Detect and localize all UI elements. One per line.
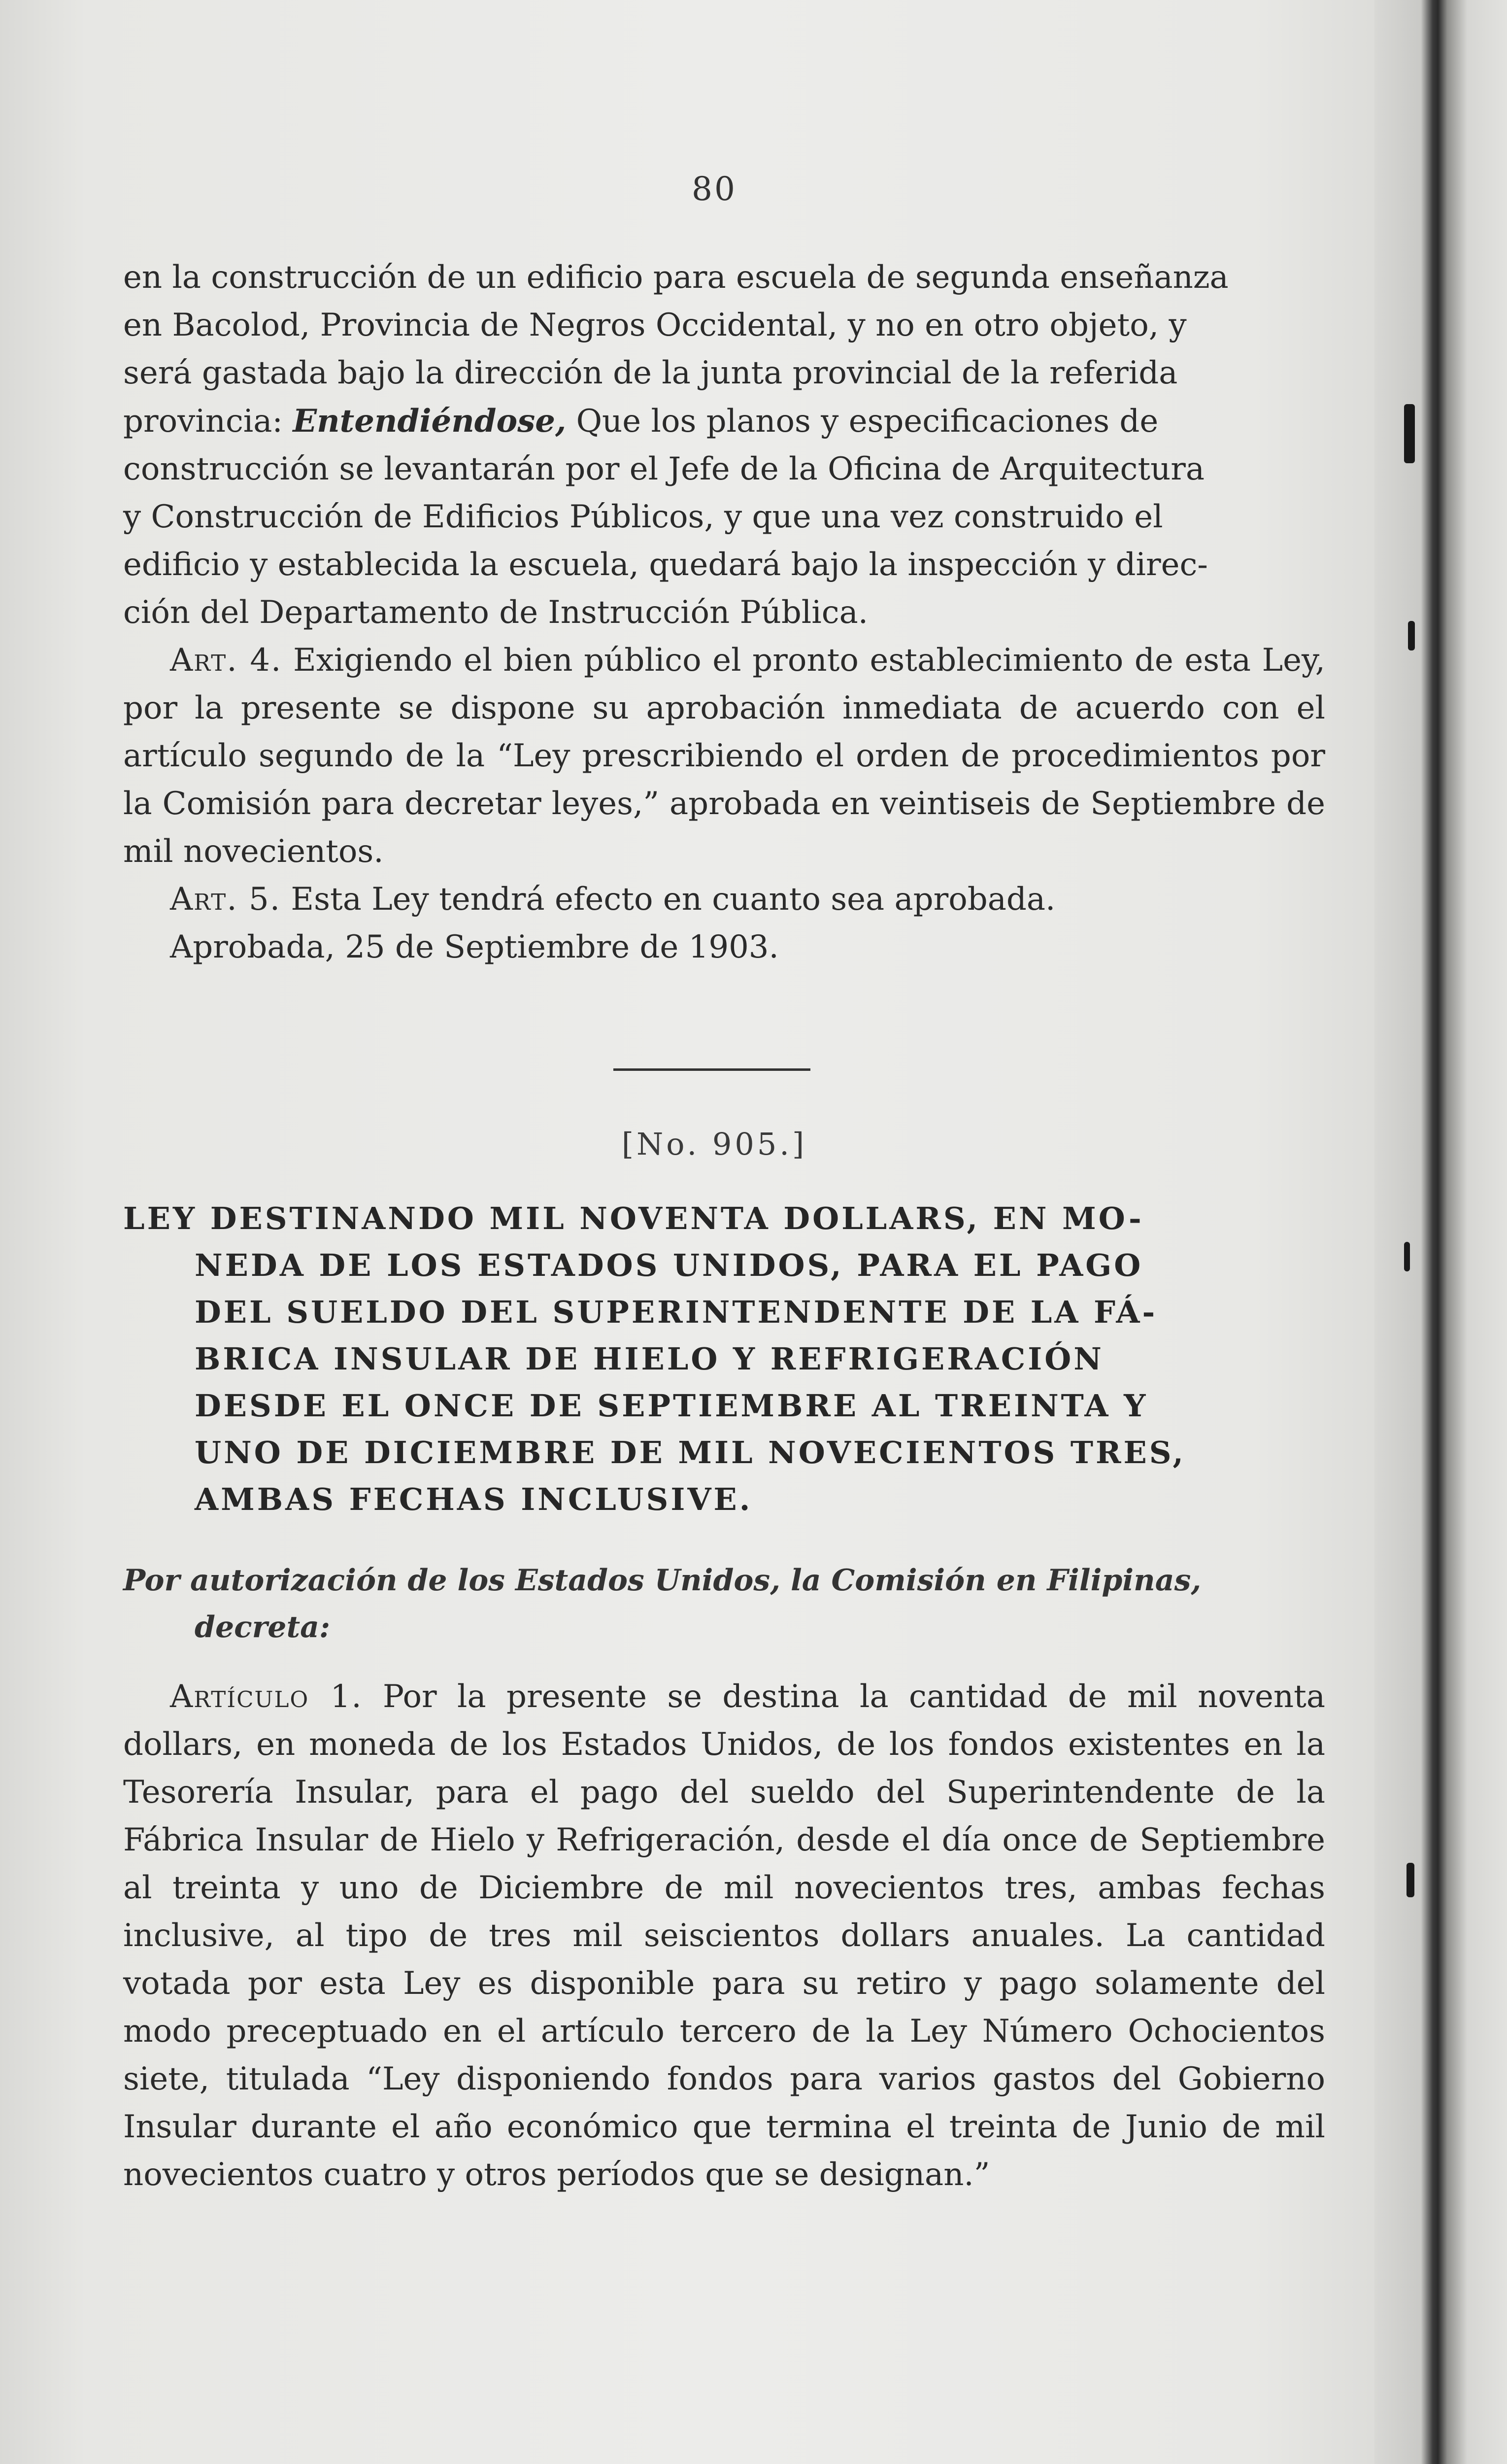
text-run: Que los planos y especificaciones de [566,403,1159,440]
book-spine [1374,0,1507,2464]
text-line: en la construcción de un edificio para escuela de segunda enseñanza [123,259,1229,296]
article-label: Artículo 1. [170,1678,363,1715]
text-line: en Bacolod, Provincia de Negros Occidental, y no en otro objeto, y [123,307,1187,343]
article-text: Exigiendo el bien público el pronto establecimiento de esta Ley, por la presente se dispone su aprobación inmediata de acuerdo con el artículo segundo de la “Ley prescribiendo el orden de procedimientos por la Comisión para decretar leyes,” aprobada en veintiseis de Septiembre de mil novecientos. [123,642,1326,870]
title-line: NEDA DE LOS ESTADOS UNIDOS, PARA EL PAGO [195,1247,1143,1283]
article-1 [123,1673,1325,2199]
article-paragraph [123,1673,1325,2199]
article-text: Esta Ley tendrá efecto en cuanto sea aprobada. [281,881,1056,918]
edge-mark [1404,1242,1410,1271]
continued-paragraph [123,254,1325,971]
italic-term: Entendiéndose, [293,403,567,440]
enacting-clause [123,1557,1325,1651]
enacting-line: decreta: [195,1610,331,1644]
article-5 [123,876,1325,924]
title-line: LEY DESTINANDO MIL NOVENTA DOLLARS, EN MO- [123,1200,1144,1236]
title-line: DEL SUELDO DEL SUPERINTENDENTE DE LA FÁ- [195,1294,1158,1330]
article-4 [123,637,1325,876]
text-line: edificio y establecida la escuela, quedará bajo la inspección y direc- [123,547,1208,583]
section-divider [613,1068,810,1071]
enacting-line: Por autorización de los Estados Unidos, la Comisión en Filipinas, [123,1563,1202,1598]
act-title [123,1195,1325,1523]
article-text: Por la presente se destina la cantidad de mil noventa dollars, en moneda de los Estados Unidos, de los fondos existentes en la Tesorería Insular, para el pago del sueldo del Superintendente de la Fábrica Insular de Hielo y Refrigeración, desde el día once de Septiembre al treinta y uno de Diciembre de mil novecientos tres, ambas fechas inclusive, al tipo de tres mil seiscientos dollars anuales. La cantidad votada por esta Ley es disponible para su retiro y pago solamente del modo preceptuado en el artículo tercero de la Ley Número Ochocientos siete, titulada “Ley disponiendo fondos para varios gastos del Gobierno Insular durante el año económico que termina el treinta de Junio de mil novecientos cuatro y otros períodos que se designan.” [123,1678,1326,2193]
title-line: DESDE EL ONCE DE SEPTIEMBRE AL TREINTA Y [195,1388,1148,1424]
approval-date: Aprobada, 25 de Septiembre de 1903. [170,929,779,965]
page-number: 80 [692,170,737,208]
edge-mark [1404,404,1415,463]
text-line: será gastada bajo la dirección de la junta provincial de la referida [123,355,1178,391]
text-line: ción del Departamento de Instrucción Pública. [123,594,869,631]
text-line [123,397,1325,445]
article-label: Art. 5. [170,881,281,918]
edge-mark [1408,621,1415,650]
title-line: BRICA INSULAR DE HIELO Y REFRIGERACIÓN [195,1341,1104,1377]
title-line: AMBAS FECHAS INCLUSIVE. [195,1481,753,1517]
text-line: construcción se levantarán por el Jefe de la Oficina de Arquitectura [123,451,1205,487]
text-run: provincia: [123,403,293,440]
article-label: Art. 4. [170,642,282,679]
text-line: y Construcción de Edificios Públicos, y que una vez construido el [123,499,1163,535]
act-number: [No. 905.] [621,1126,807,1162]
title-line: UNO DE DICIEMBRE DE MIL NOVECIENTOS TRES, [195,1435,1186,1471]
edge-mark [1407,1863,1414,1897]
